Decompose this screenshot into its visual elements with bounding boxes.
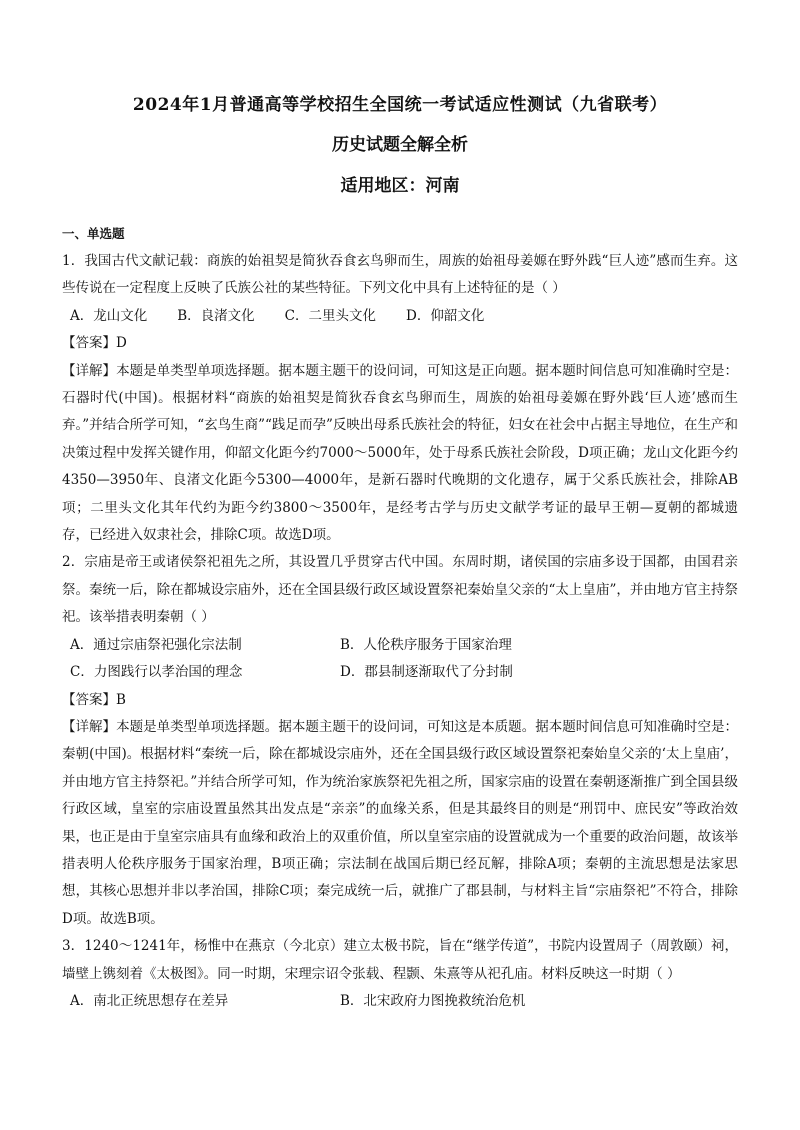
question-2-analysis: 【详解】本题是单类型单项选择题。据本题主题干的设问词，可知这是本质题。据本题时间信息可知准确时空是：秦朝(中国)。根据材料“秦统一后，除在都城设宗庙外，还在全国县级行政区域设置祭祀秦始皇父亲的‘太上皇庙’，并由地方官主持祭祀。”并结合所学可知，作为统治家族祭祀先祖之所，国家宗庙的设置在秦朝逐渐推广到全国县级行政区域，皇室的宗庙设置虽然其出发点是“亲亲”的血缘关系，但是其最终目的则是“刑罚中、庶民安”等政治效果，也正是由于皇室宗庙具有血缘和政治上的双重价值，所以皇室宗庙的设置就成为一个重要的政治问题，故该举措表明人伦秩序服务于国家治理，B项正确；宗法制在战国后期已经瓦解，排除A项；秦朝的主流思想是法家思想，其核心思想并非以孝治国，排除C项；秦完成统一后，就推广了郡县制，与材料主旨“宗庙祭祀”不符合，排除D项。故选B项。	[62, 718, 738, 927]
question-1-analysis: 【详解】本题是单类型单项选择题。据本题主题干的设问词，可知这是正向题。据本题时间信息可知准确时空是：石器时代(中国)。根据材料“商族的始祖契是简狄吞食玄鸟卵而生，周族的始祖母姜嫄在野外践‘巨人迹’感而生弃。”并结合所学可知，“玄鸟生商”“践足而孕”反映出母系氏族社会的特征，妇女在社会中占据主导地位，在生产和决策过程中发挥关键作用，仰韶文化距今约7000～5000年，处于母系氏族社会阶段，D项正确；龙山文化距今约4350—3950年、良渚文化距今5300—4000年，是新石器时代晚期的文化遗存，属于父系氏族社会，排除AB项；二里头文化其年代约为距今约3800～3500年，是经考古学与历史文献学考证的最早王朝—夏朝的都城遗存，已经进入奴隶社会，排除C项。故选D项。	[62, 362, 738, 544]
option-a: A．南北正统思想存在差异	[70, 992, 229, 1009]
question-3-options-row-1	[62, 988, 738, 1015]
option-a: A．龙山文化	[70, 307, 148, 324]
question-3-stem: 3．1240～1241年，杨惟中在燕京（今北京）建立太极书院，旨在“继学传道”，书院内设置周子（周敦颐）祠，墙壁上镌刻着《太极图》。同一时期，宋理宗诏令张载、程颢、朱熹等从祀孔庙。材料反映这一时期（ ）	[62, 938, 738, 982]
question-1-answer: 【答案】D	[62, 335, 127, 352]
option-c: C．二里头文化	[284, 307, 377, 324]
question-1-stem: 1．我国古代文献记载：商族的始祖契是简狄吞食玄鸟卵而生，周族的始祖母姜嫄在野外践“巨人迹”感而生弃。这些传说在一定程度上反映了氏族公社的某些特征。下列文化中具有上述特征的是（ ）	[62, 253, 738, 297]
applicable-region: 适用地区：河南	[340, 176, 460, 196]
question-2-options-row-2	[62, 659, 738, 686]
question-2-stem: 2．宗庙是帝王或诸侯祭祀祖先之所，其设置几乎贯穿古代中国。东周时期，诸侯国的宗庙多设于国都，由国君亲祭。秦统一后，除在都城设宗庙外，还在全国县级行政区域设置祭祀秦始皇父亲的“太上皇庙”，并由地方官主持祭祀。该举措表明秦朝（ ）	[62, 554, 738, 626]
document-body	[62, 224, 738, 1015]
option-b: B．北宋政府力图挽救统治危机	[340, 992, 526, 1009]
option-a: A．通过宗庙祭祀强化宗法制	[70, 636, 242, 653]
question-1-options	[62, 303, 738, 330]
question-2-options-row-1	[62, 632, 738, 659]
option-c: C．力图践行以孝治国的理念	[70, 664, 243, 681]
section-heading: 一、单选题	[62, 226, 125, 241]
option-d: D．仰韶文化	[406, 307, 485, 324]
option-d: D．郡县制逐渐取代了分封制	[340, 664, 513, 681]
option-b: B．人伦秩序服务于国家治理	[340, 636, 512, 653]
document-title: 2024年1月普通高等学校招生全国统一考试适应性测试（九省联考）	[132, 95, 668, 115]
document-subtitle: 历史试题全解全析	[332, 135, 468, 155]
question-2-answer: 【答案】B	[62, 691, 126, 708]
option-b: B．良渚文化	[177, 307, 255, 324]
